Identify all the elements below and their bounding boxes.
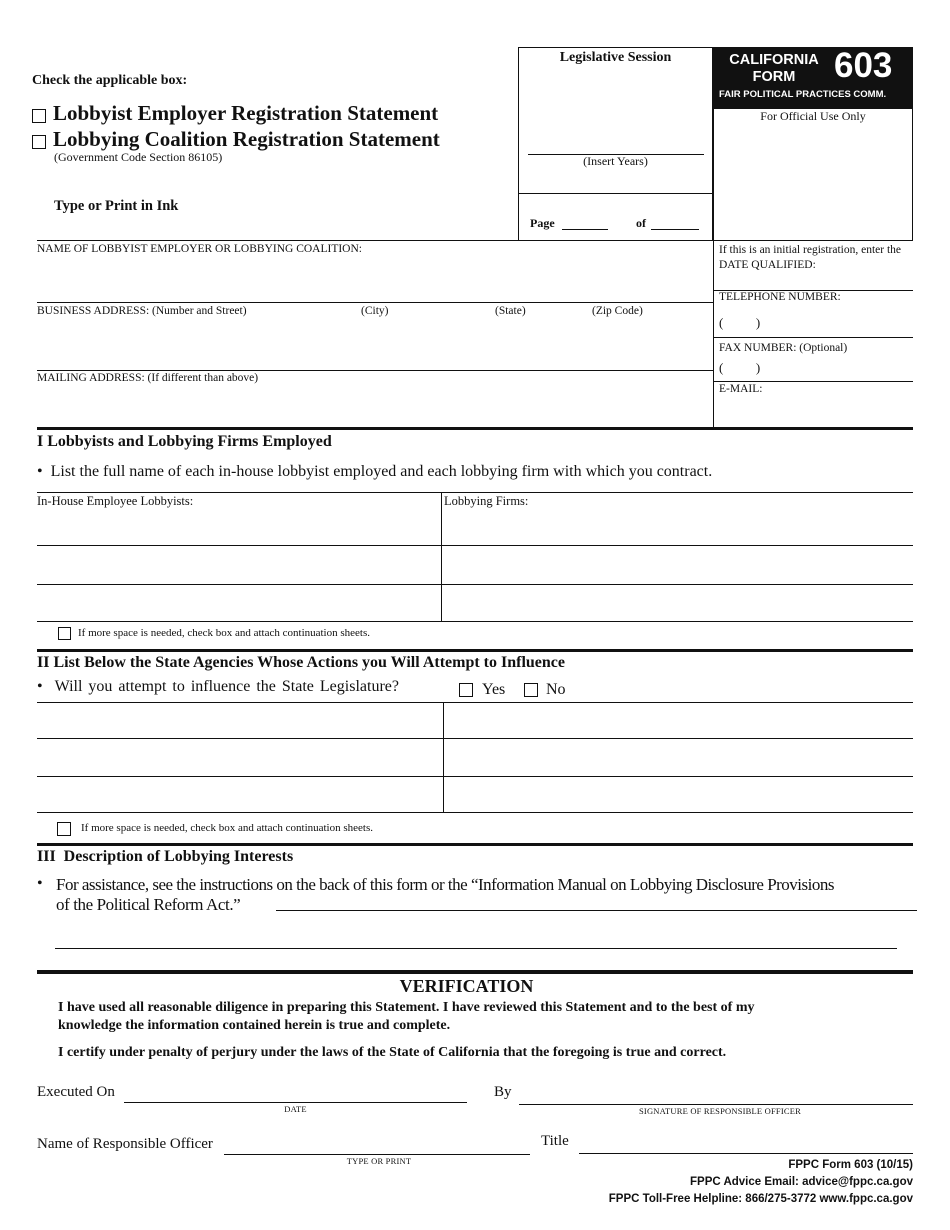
agencies-table-top (37, 702, 913, 703)
fax-label: FAX NUMBER: (Optional) (719, 342, 848, 354)
verification-statement-line1: I have used all reasonable diligence in preparing this Statement. I have reviewed this Statement and to the best of my (58, 1000, 755, 1015)
official-use-label: For Official Use Only (760, 109, 866, 123)
employer-name-field[interactable] (37, 302, 713, 303)
mailing-address-label: MAILING ADDRESS: (If different than above) (37, 372, 259, 384)
footer-advice-email: FPPC Advice Email: advice@fppc.ca.gov (690, 1176, 913, 1188)
footer-form-id: FPPC Form 603 (10/15) (788, 1159, 913, 1171)
employer-name-label: NAME OF LOBBYIST EMPLOYER OR LOBBYING COALITION: (37, 243, 362, 255)
yes-checkbox[interactable] (459, 683, 473, 697)
insert-years-caption: (Insert Years) (583, 154, 648, 168)
section3-top-rule (37, 843, 913, 846)
brand-commission: FAIR POLITICAL PRACTICES COMM. (719, 89, 887, 100)
date-qualified-label: If this is an initial registration, enter the DATE QUALIFIED: (719, 244, 902, 271)
executed-date-field[interactable] (124, 1102, 467, 1103)
telephone-area-code: ( ) (719, 315, 761, 330)
no-label: No (546, 681, 566, 698)
filer-divider (713, 240, 714, 428)
legislative-session-box (518, 47, 713, 240)
officer-name-field[interactable] (224, 1154, 530, 1155)
official-use-box (713, 109, 913, 240)
section2-question-text: Will you attempt to influence the State Legislature? (54, 678, 399, 695)
section1-bullet-text: List the full name of each in-house lobbyist employed and each lobbying firm with which you contract. (50, 463, 713, 480)
of-label: of (636, 216, 646, 230)
executed-on-label: Executed On (37, 1084, 115, 1100)
type-or-print-note: Type or Print in Ink (54, 198, 179, 214)
by-label: By (494, 1084, 512, 1100)
form-footer (609, 1157, 913, 1208)
agency-row-2[interactable] (37, 776, 913, 777)
lobbyist-row-3[interactable] (37, 621, 913, 622)
page-label: Page (530, 216, 555, 230)
section2-more-space-checkbox[interactable] (57, 822, 71, 836)
section3-instruction-line1: For assistance, see the instructions on the back of this form or the “Information Manual on Lobbying Disclosure Provisions (56, 875, 834, 894)
option-label: Lobbyist Employer Registration Statement (53, 101, 439, 125)
agency-row-1[interactable] (37, 738, 913, 739)
type-or-print-caption: TYPE OR PRINT (346, 1156, 412, 1166)
section1-instruction (37, 463, 712, 481)
lobbyist-row-1[interactable] (37, 545, 913, 546)
fax-field[interactable] (713, 381, 913, 382)
verification-statement-line2: knowledge the information contained herein is true and complete. (58, 1018, 451, 1033)
section1-top-rule (37, 427, 913, 430)
yes-label: Yes (482, 681, 506, 698)
bullet-icon: • (37, 678, 43, 695)
footer-helpline: FPPC Toll-Free Helpline: 866/275-3772 www.fppc.ca.gov (608, 1193, 913, 1205)
section1-column-divider (441, 492, 442, 622)
agency-row-3[interactable] (37, 812, 913, 813)
no-checkbox[interactable] (524, 683, 538, 697)
section2-more-space-label: If more space is needed, check box and attach continuation sheets. (81, 822, 373, 834)
officer-name-label: Name of Responsible Officer (37, 1136, 213, 1152)
business-address-field[interactable] (37, 370, 713, 371)
section3-instruction-line2: of the Political Reform Act.” (56, 895, 241, 914)
zip-label: (Zip Code) (592, 305, 643, 317)
session-divider (518, 193, 713, 194)
signature-caption: SIGNATURE OF RESPONSIBLE OFFICER (638, 1106, 802, 1116)
lobbying-interests-line-1[interactable] (276, 910, 917, 911)
fax-area-code: ( ) (719, 360, 761, 375)
inhouse-lobbyists-header: In-House Employee Lobbyists: (37, 494, 194, 508)
telephone-field[interactable] (713, 337, 913, 338)
section2-top-rule (37, 649, 913, 652)
lobbyist-row-2[interactable] (37, 584, 913, 585)
section1-table-top (37, 492, 913, 493)
bullet-icon: • (37, 463, 43, 480)
verification-top-rule (37, 970, 913, 974)
section3-title: III Description of Lobbying Interests (37, 848, 294, 865)
business-address-label: BUSINESS ADDRESS: (Number and Street) (37, 305, 247, 317)
section2-title: II List Below the State Agencies Whose Actions you Will Attempt to Influence (37, 654, 566, 671)
check-applicable-label: Check the applicable box: (32, 73, 188, 88)
page-number-field[interactable] (562, 229, 608, 230)
telephone-label: TELEPHONE NUMBER: (719, 291, 841, 303)
section1-more-space-label: If more space is needed, check box and attach continuation sheets. (78, 627, 370, 639)
signature-field[interactable] (519, 1104, 913, 1105)
lobbying-firms-header: Lobbying Firms: (444, 494, 529, 508)
checkbox-lobbying-coalition[interactable] (32, 135, 46, 149)
state-label: (State) (495, 305, 526, 317)
section1-title: I Lobbyists and Lobbying Firms Employed (37, 433, 332, 450)
date-caption: DATE (284, 1104, 307, 1114)
perjury-statement: I certify under penalty of perjury under the laws of the State of California that the foregoing is true and correct. (58, 1045, 727, 1060)
officer-title-field[interactable] (579, 1153, 913, 1154)
city-label: (City) (361, 305, 389, 317)
checkbox-lobbyist-employer[interactable] (32, 109, 46, 123)
section1-more-space-checkbox[interactable] (58, 627, 71, 640)
gov-code-note: (Government Code Section 86105) (54, 150, 223, 164)
page-total-field[interactable] (651, 229, 699, 230)
form-number: 603 (834, 46, 893, 85)
email-label: E-MAIL: (719, 383, 763, 395)
filer-top-line (37, 240, 913, 241)
title-label: Title (541, 1133, 569, 1149)
verification-title: VERIFICATION (399, 976, 534, 996)
bullet-icon: • (37, 875, 43, 892)
brand-form: FORM (752, 69, 796, 85)
lobbying-interests-line-2[interactable] (55, 948, 897, 949)
option-label: Lobbying Coalition Registration Statement (53, 127, 440, 151)
verification-statement (58, 999, 755, 1035)
agencies-column-divider (443, 702, 444, 812)
section2-question (37, 678, 399, 696)
legislative-session-title: Legislative Session (559, 50, 672, 65)
brand-california: CALIFORNIA (729, 52, 819, 68)
brand-state (724, 52, 824, 86)
